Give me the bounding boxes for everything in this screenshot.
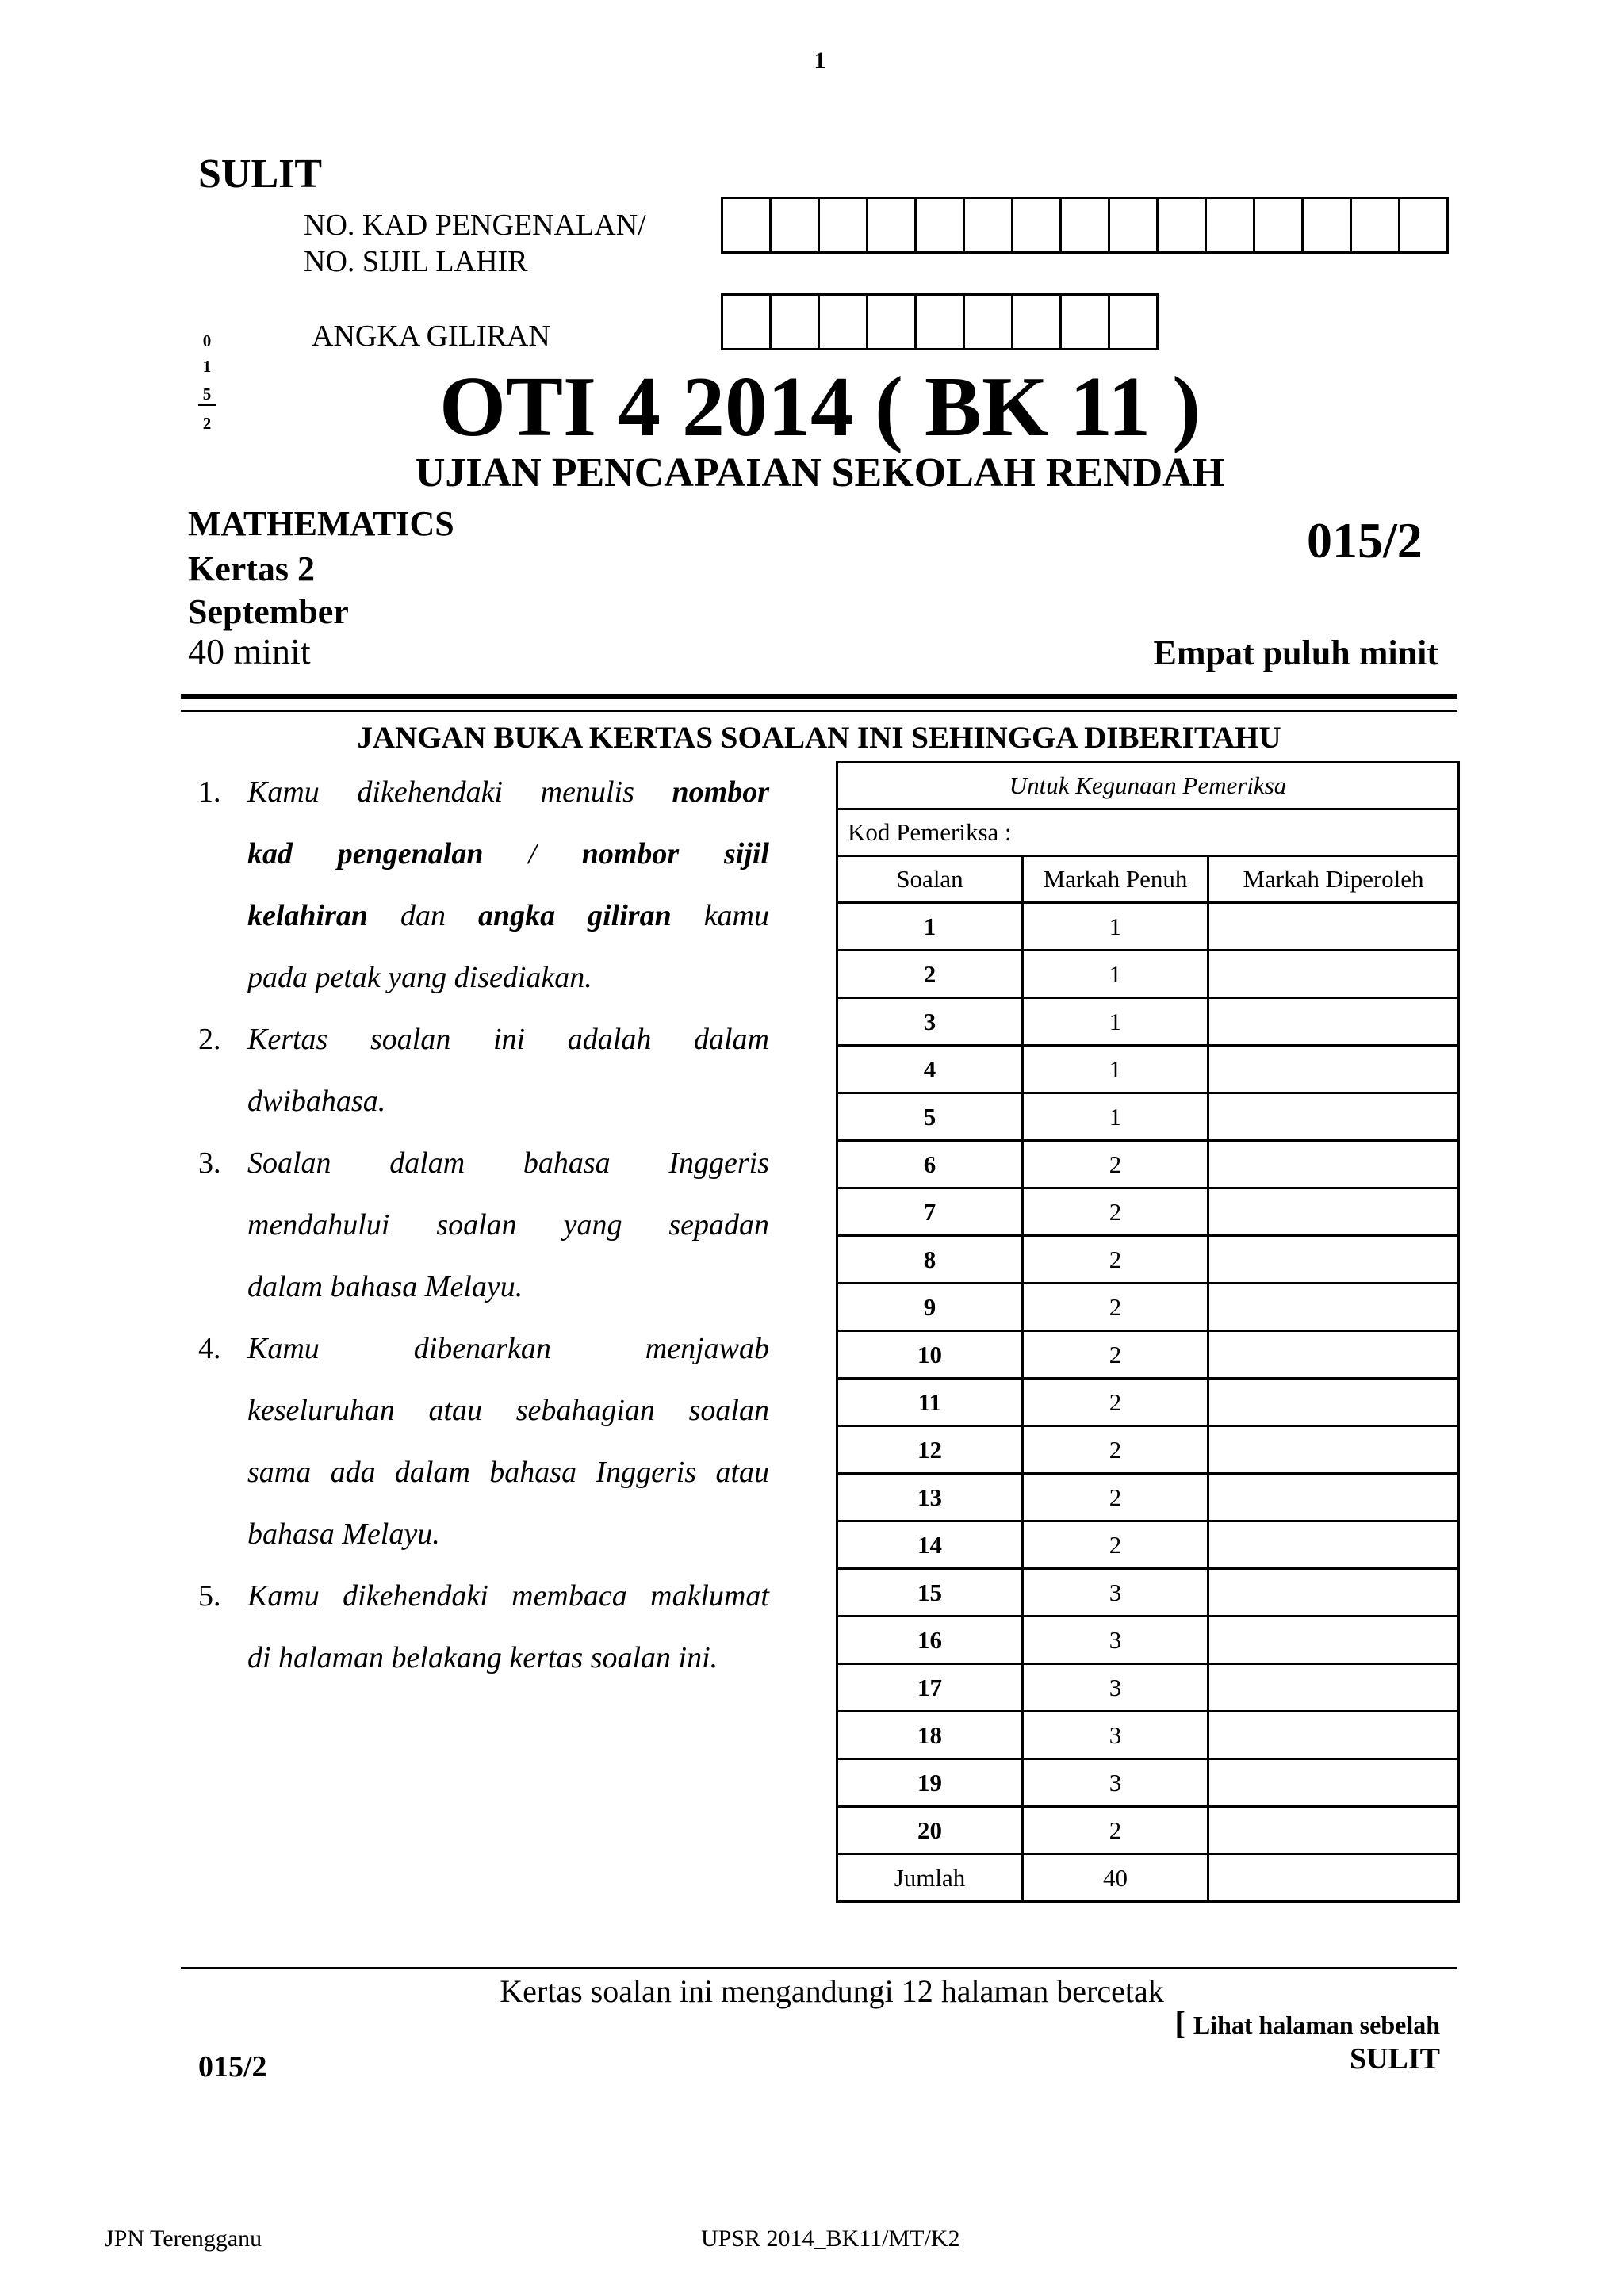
instruction-text-segment: Kamu dikehendaki membaca maklumat (247, 1579, 769, 1613)
instruction-text (247, 1256, 769, 1318)
instruction-text (247, 947, 769, 1008)
id-box[interactable] (1108, 197, 1159, 254)
header-rule-thick (181, 694, 1457, 699)
instruction-text-segment: di halaman belakang kertas soalan ini. (247, 1641, 718, 1674)
id-box[interactable] (721, 197, 772, 254)
instruction-line (198, 1008, 769, 1070)
paper-code-bottom: 015/2 (198, 2050, 267, 2084)
footer-issuer: JPN Terengganu (105, 2225, 262, 2252)
table-row (837, 1331, 1459, 1379)
question-number: 12 (837, 1426, 1023, 1474)
question-number: 9 (837, 1284, 1023, 1331)
full-marks: 2 (1023, 1521, 1208, 1569)
id-box[interactable] (914, 197, 965, 254)
duration-words: Empat puluh minit (1153, 633, 1438, 672)
marks-obtained-cell[interactable] (1208, 951, 1459, 998)
question-number: 8 (837, 1236, 1023, 1284)
full-marks: 2 (1023, 1379, 1208, 1426)
instruction-number: 1. (198, 775, 221, 809)
table-row (837, 1712, 1459, 1759)
instruction-text (247, 1441, 769, 1503)
question-number: 5 (837, 1093, 1023, 1141)
full-marks: 1 (1023, 951, 1208, 998)
candidate-number-label: ANGKA GILIRAN (312, 320, 550, 353)
instructions-list (198, 761, 769, 1689)
classification-label-bottom: SULIT (1349, 2042, 1440, 2076)
question-number: 20 (837, 1807, 1023, 1854)
full-marks: 2 (1023, 1284, 1208, 1331)
table-row (837, 1759, 1459, 1807)
instruction-number: 5. (198, 1579, 221, 1613)
full-marks: 1 (1023, 903, 1208, 951)
question-number: 10 (837, 1331, 1023, 1379)
instruction-number: 4. (198, 1332, 221, 1365)
instruction-text (247, 1627, 769, 1689)
page-count-note: Kertas soalan ini mengandungi 12 halaman bercetak (500, 1973, 1164, 2009)
candidate-number-boxes[interactable] (721, 293, 1156, 350)
subject: MATHEMATICS (188, 504, 454, 543)
full-marks: 3 (1023, 1569, 1208, 1617)
instruction-line (198, 885, 769, 947)
birth-cert-label: NO. SIJIL LAHIR (304, 245, 528, 278)
candidate-box[interactable] (1108, 293, 1159, 350)
full-marks: 2 (1023, 1807, 1208, 1854)
instruction-line (198, 761, 769, 823)
instruction-line (198, 1194, 769, 1256)
table-row (837, 1569, 1459, 1617)
full-marks: 2 (1023, 1474, 1208, 1521)
id-number-label: NO. KAD PENGENALAN/ (304, 209, 646, 242)
full-marks: 2 (1023, 1141, 1208, 1188)
table-row (837, 1426, 1459, 1474)
marks-obtained-cell[interactable] (1208, 998, 1459, 1046)
table-row (837, 1141, 1459, 1188)
marks-obtained-cell[interactable] (1208, 1426, 1459, 1474)
instruction-text-segment: pada petak yang disediakan. (247, 961, 592, 994)
instruction-text (247, 1008, 769, 1070)
marks-obtained-cell[interactable] (1208, 1759, 1459, 1807)
table-row (837, 1284, 1459, 1331)
marks-obtained-cell[interactable] (1208, 1664, 1459, 1712)
instruction-line (198, 947, 769, 1008)
classification-label: SULIT (198, 151, 323, 197)
question-number: 17 (837, 1664, 1023, 1712)
table-row (837, 1236, 1459, 1284)
table-row (837, 998, 1459, 1046)
marks-obtained-cell[interactable] (1208, 903, 1459, 951)
footer-reference: UPSR 2014_BK11/MT/K2 (701, 2225, 960, 2252)
id-box[interactable] (1205, 197, 1255, 254)
candidate-box[interactable] (721, 293, 772, 350)
candidate-box[interactable] (1011, 293, 1062, 350)
id-box[interactable] (866, 197, 917, 254)
exam-month: September (188, 592, 349, 631)
emphasis-text: angka giliran (478, 899, 672, 932)
id-box[interactable] (1398, 197, 1449, 254)
full-marks: 2 (1023, 1426, 1208, 1474)
instruction-text-segment: / (483, 837, 582, 871)
paper-code: 015/2 (1307, 512, 1423, 568)
question-number: 4 (837, 1046, 1023, 1093)
id-box[interactable] (1059, 197, 1110, 254)
question-number: 15 (837, 1569, 1023, 1617)
id-box[interactable] (769, 197, 820, 254)
id-box[interactable] (1301, 197, 1352, 254)
marks-obtained-cell[interactable] (1208, 1712, 1459, 1759)
do-not-open-warning: JANGAN BUKA KERTAS SOALAN INI SEHINGGA DIBERITAHU (357, 721, 1281, 755)
total-label: Jumlah (837, 1854, 1023, 1902)
table-row (837, 1046, 1459, 1093)
turn-page-text: Lihat halaman sebelah (1193, 2011, 1440, 2039)
instruction-text-segment: dwibahasa. (247, 1085, 386, 1118)
instruction-number (198, 1503, 247, 1565)
instruction-number (198, 947, 247, 1008)
id-box[interactable] (1350, 197, 1400, 254)
exam-title: OTI 4 2014 ( BK 11 ) (439, 360, 1201, 454)
instruction-text (247, 1132, 769, 1194)
exam-subtitle: UJIAN PENCAPAIAN SEKOLAH RENDAH (415, 450, 1225, 496)
instruction-text-segment: sama ada dalam bahasa Inggeris atau (247, 1456, 769, 1489)
table-row (837, 1807, 1459, 1854)
instruction-text-segment: Kertas soalan ini adalah dalam (247, 1023, 769, 1056)
instruction-line (198, 1503, 769, 1565)
question-number: 16 (837, 1617, 1023, 1664)
id-box[interactable] (963, 197, 1013, 254)
marks-obtained-cell[interactable] (1208, 1617, 1459, 1664)
question-number: 7 (837, 1188, 1023, 1236)
question-number: 19 (837, 1759, 1023, 1807)
instruction-number (198, 885, 247, 947)
table-row (837, 1664, 1459, 1712)
question-number: 6 (837, 1141, 1023, 1188)
emphasis-text: nombor (672, 775, 769, 809)
instruction-number (198, 1194, 247, 1256)
instruction-text-segment: dalam bahasa Melayu. (247, 1270, 523, 1303)
marks-obtained-cell[interactable] (1208, 1236, 1459, 1284)
full-marks: 3 (1023, 1617, 1208, 1664)
emphasis-text: nombor sijil (581, 837, 769, 871)
turn-page-note (1175, 2004, 1441, 2042)
instruction-number (198, 823, 247, 885)
instruction-line (198, 1132, 769, 1194)
emphasis-text: kelahiran (247, 899, 369, 932)
full-marks: 1 (1023, 1046, 1208, 1093)
question-number: 11 (837, 1379, 1023, 1426)
header-rule-thin (181, 710, 1457, 712)
instruction-text (247, 885, 769, 947)
table-row (837, 1093, 1459, 1141)
instruction-text-segment: keseluruhan atau sebahagian soalan (247, 1394, 769, 1427)
full-marks: 2 (1023, 1236, 1208, 1284)
footer-rule (181, 1967, 1457, 1969)
candidate-box[interactable] (866, 293, 917, 350)
marks-obtained-cell[interactable] (1208, 1093, 1459, 1141)
instruction-text (247, 1194, 769, 1256)
instruction-number: 2. (198, 1023, 221, 1056)
instruction-text (247, 1318, 769, 1380)
col-header-full-marks: Markah Penuh (1023, 856, 1208, 903)
instruction-line (198, 1256, 769, 1318)
full-marks: 3 (1023, 1664, 1208, 1712)
paper-number: Kertas 2 (188, 549, 316, 588)
full-marks: 1 (1023, 1093, 1208, 1141)
full-marks: 1 (1023, 998, 1208, 1046)
instruction-line (198, 1441, 769, 1503)
candidate-box[interactable] (818, 293, 868, 350)
instruction-text-segment: dan (368, 899, 478, 932)
question-number: 18 (837, 1712, 1023, 1759)
spine-digit: 1 (202, 357, 212, 376)
table-row (837, 951, 1459, 998)
total-value: 40 (1023, 1854, 1208, 1902)
instruction-text-segment: bahasa Melayu. (247, 1517, 440, 1551)
question-number: 13 (837, 1474, 1023, 1521)
candidate-box[interactable] (1059, 293, 1110, 350)
marks-obtained-cell[interactable] (1208, 1331, 1459, 1379)
table-row (837, 1521, 1459, 1569)
spine-digit: 5 (198, 385, 216, 406)
id-box[interactable] (818, 197, 868, 254)
instruction-line (198, 1627, 769, 1689)
instruction-text-segment: kamu (671, 899, 770, 932)
full-marks: 2 (1023, 1188, 1208, 1236)
instruction-number (198, 1256, 247, 1318)
table-row (837, 1188, 1459, 1236)
instruction-text (247, 761, 769, 823)
marks-obtained-cell[interactable] (1208, 1188, 1459, 1236)
table-row (837, 1617, 1459, 1664)
column-header-row (837, 856, 1459, 903)
emphasis-text: kad pengenalan (247, 837, 484, 871)
table-row (837, 903, 1459, 951)
instruction-number (198, 1627, 247, 1689)
instruction-text (247, 1380, 769, 1441)
marks-obtained-cell[interactable] (1208, 1284, 1459, 1331)
full-marks: 3 (1023, 1759, 1208, 1807)
instruction-line (198, 823, 769, 885)
col-header-marks-obtained: Markah Diperoleh (1208, 856, 1459, 903)
question-number: 1 (837, 903, 1023, 951)
spine-digit: 0 (202, 331, 212, 350)
candidate-box[interactable] (769, 293, 820, 350)
id-box[interactable] (1011, 197, 1062, 254)
full-marks: 3 (1023, 1712, 1208, 1759)
full-marks: 2 (1023, 1331, 1208, 1379)
marks-obtained-cell[interactable] (1208, 1807, 1459, 1854)
examiner-code-row (837, 809, 1459, 856)
instruction-text-segment: Kamu dikehendaki menulis (247, 775, 672, 809)
marks-obtained-cell[interactable] (1208, 1046, 1459, 1093)
question-number: 2 (837, 951, 1023, 998)
instruction-number (198, 1380, 247, 1441)
instruction-number (198, 1441, 247, 1503)
instruction-text (247, 1503, 769, 1565)
instruction-text-segment: Soalan dalam bahasa Inggeris (247, 1146, 769, 1180)
spine-digit: 2 (202, 414, 212, 433)
bracket-glyph: [ (1174, 2005, 1185, 2041)
marks-obtained-cell[interactable] (1208, 1569, 1459, 1617)
instruction-text-segment: Kamu dibenarkan menjawab (247, 1332, 769, 1365)
instruction-number: 3. (198, 1146, 221, 1180)
candidate-box[interactable] (963, 293, 1013, 350)
total-obtained-cell[interactable] (1208, 1854, 1459, 1902)
total-row (837, 1854, 1459, 1902)
instruction-line (198, 1565, 769, 1627)
id-number-boxes[interactable] (721, 197, 1446, 254)
table-row (837, 1379, 1459, 1426)
question-number: 3 (837, 998, 1023, 1046)
id-box[interactable] (1253, 197, 1304, 254)
instruction-text (247, 823, 769, 885)
table-row (837, 1474, 1459, 1521)
table-title: Untuk Kegunaan Pemeriksa (837, 763, 1459, 809)
instruction-text-segment: mendahului soalan yang sepadan (247, 1208, 769, 1242)
col-header-question: Soalan (837, 856, 1023, 903)
instruction-text (247, 1565, 769, 1627)
examiner-marks-table (836, 761, 1460, 1903)
table-title-row (837, 763, 1459, 809)
marks-obtained-cell[interactable] (1208, 1474, 1459, 1521)
examiner-code-label: Kod Pemeriksa : (837, 809, 1459, 856)
question-number: 14 (837, 1521, 1023, 1569)
marks-obtained-cell[interactable] (1208, 1141, 1459, 1188)
id-box[interactable] (1156, 197, 1207, 254)
candidate-box[interactable] (914, 293, 965, 350)
instruction-text (247, 1070, 769, 1132)
instruction-line (198, 1070, 769, 1132)
marks-obtained-cell[interactable] (1208, 1521, 1459, 1569)
instruction-line (198, 1318, 769, 1380)
marks-obtained-cell[interactable] (1208, 1379, 1459, 1426)
page-number: 1 (814, 48, 826, 74)
duration: 40 minit (188, 631, 311, 672)
instruction-line (198, 1380, 769, 1441)
instruction-number (198, 1070, 247, 1132)
